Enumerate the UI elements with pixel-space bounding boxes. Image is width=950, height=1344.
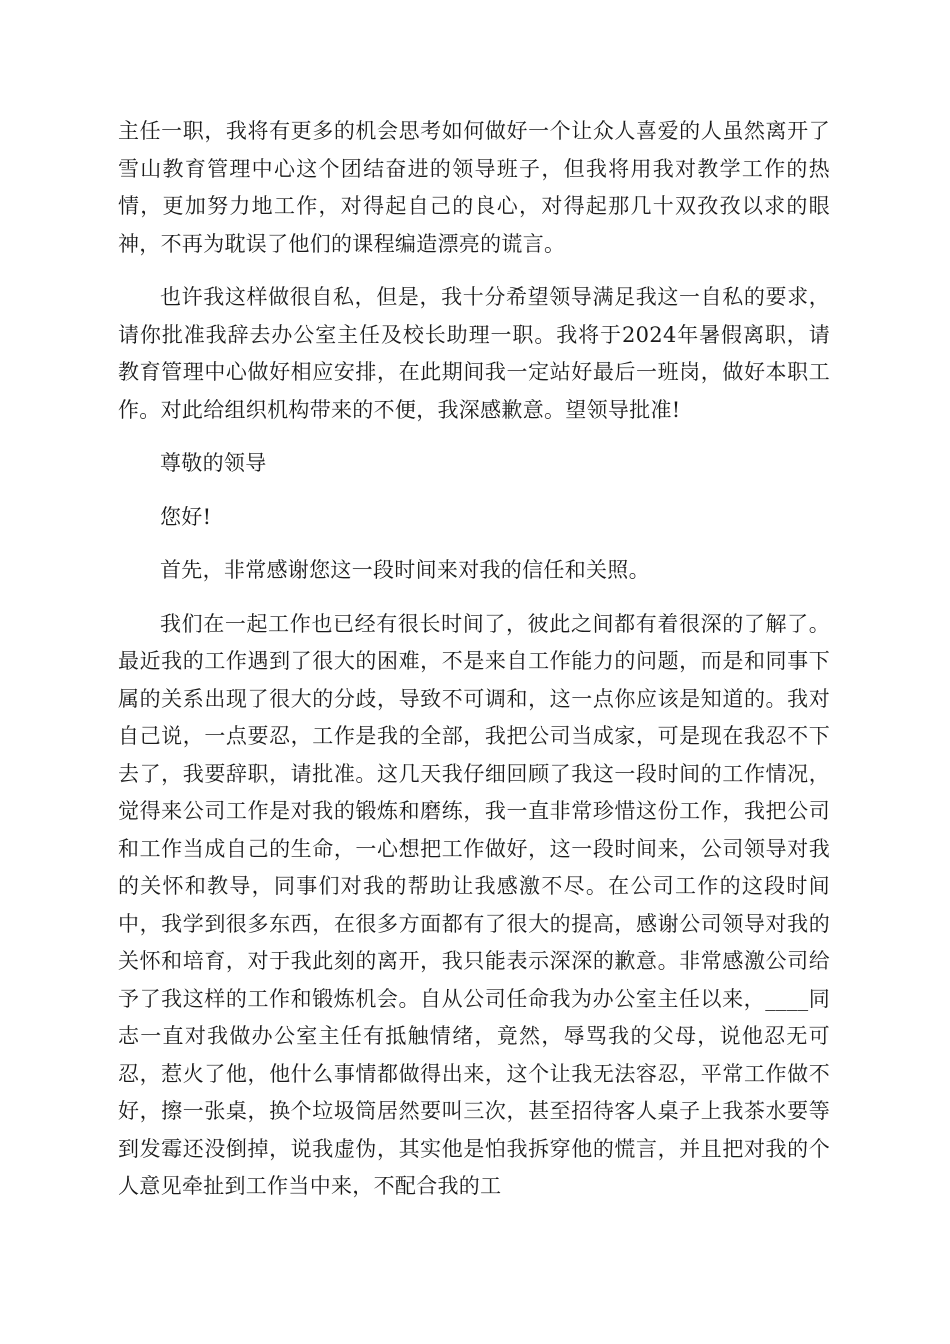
paragraph-body: 我们在一起工作也已经有很长时间了，彼此之间都有着很深的了解了。最近我的工作遇到了很大的困难，不是来自工作能力的问题，而是和同事下属的关系出现了很大的分歧，导致不可调和，这一点你应该是知道的。我对自己说，一点要忍，工作是我的全部，我把公司当成家，可是现在我忍不下去了，我要辞职，请批准。这几天我仔细回顾了我这一段时间的工作情况，觉得来公司工作是对我的锻炼和磨练，我一直非常珍惜这份工作，我把公司和工作当成自己的生命，一心想把工作做好，这一段时间来，公司领导对我的关怀和教导，同事们对我的帮助让我感激不尽。在公司工作的这段时间中，我学到很多东西，在很多方面都有了很大的提高，感谢公司领导对我的关怀和培育，对于我此刻的离开，我只能表示深深的歉意。非常感激公司给予了我这样的工作和锻炼机会。自从公司任命我为办公室主任以来，____同志一直对我做办公室主任有抵触情绪，竟然，辱骂我的父母，说他忍无可忍，惹火了他，他什么事情都做得出来，这个让我无法容忍，平常工作做不好，擦一张桌，换个垃圾筒居然要叫三次，甚至招待客人桌子上我茶水要等到发霉还没倒掉，说我虚伪，其实他是怕我拆穿他的慌言，并且把对我的个人意见牵扯到工作当中来，不配合我的工 — [118, 611, 830, 1198]
paragraph-thanks: 首先，非常感谢您这一段时间来对我的信任和关照。 — [160, 558, 650, 582]
letter-salutation: 尊敬的领导 — [160, 451, 267, 475]
document-page — [118, 113, 830, 1206]
paragraph-continuation: 主任一职，我将有更多的机会思考如何做好一个让众人喜爱的人虽然离开了雪山教育管理中心这个团结奋进的领导班子，但我将用我对教学工作的热情，更加努力地工作，对得起自己的良心，对得起那几十双孜孜以求的眼神，不再为耽误了他们的课程编造漂亮的谎言。 — [118, 119, 830, 256]
paragraph-request: 也许我这样做很自私，但是，我十分希望领导满足我这一自私的要求，请你批准我辞去办公室主任及校长助理一职。我将于2024年暑假离职，请教育管理中心做好相应安排，在此期间我一定站好最后一班岗，做好本职工作。对此给组织机构带来的不便，我深感歉意。望领导批准! — [118, 285, 830, 422]
letter-greeting: 您好! — [160, 504, 212, 529]
